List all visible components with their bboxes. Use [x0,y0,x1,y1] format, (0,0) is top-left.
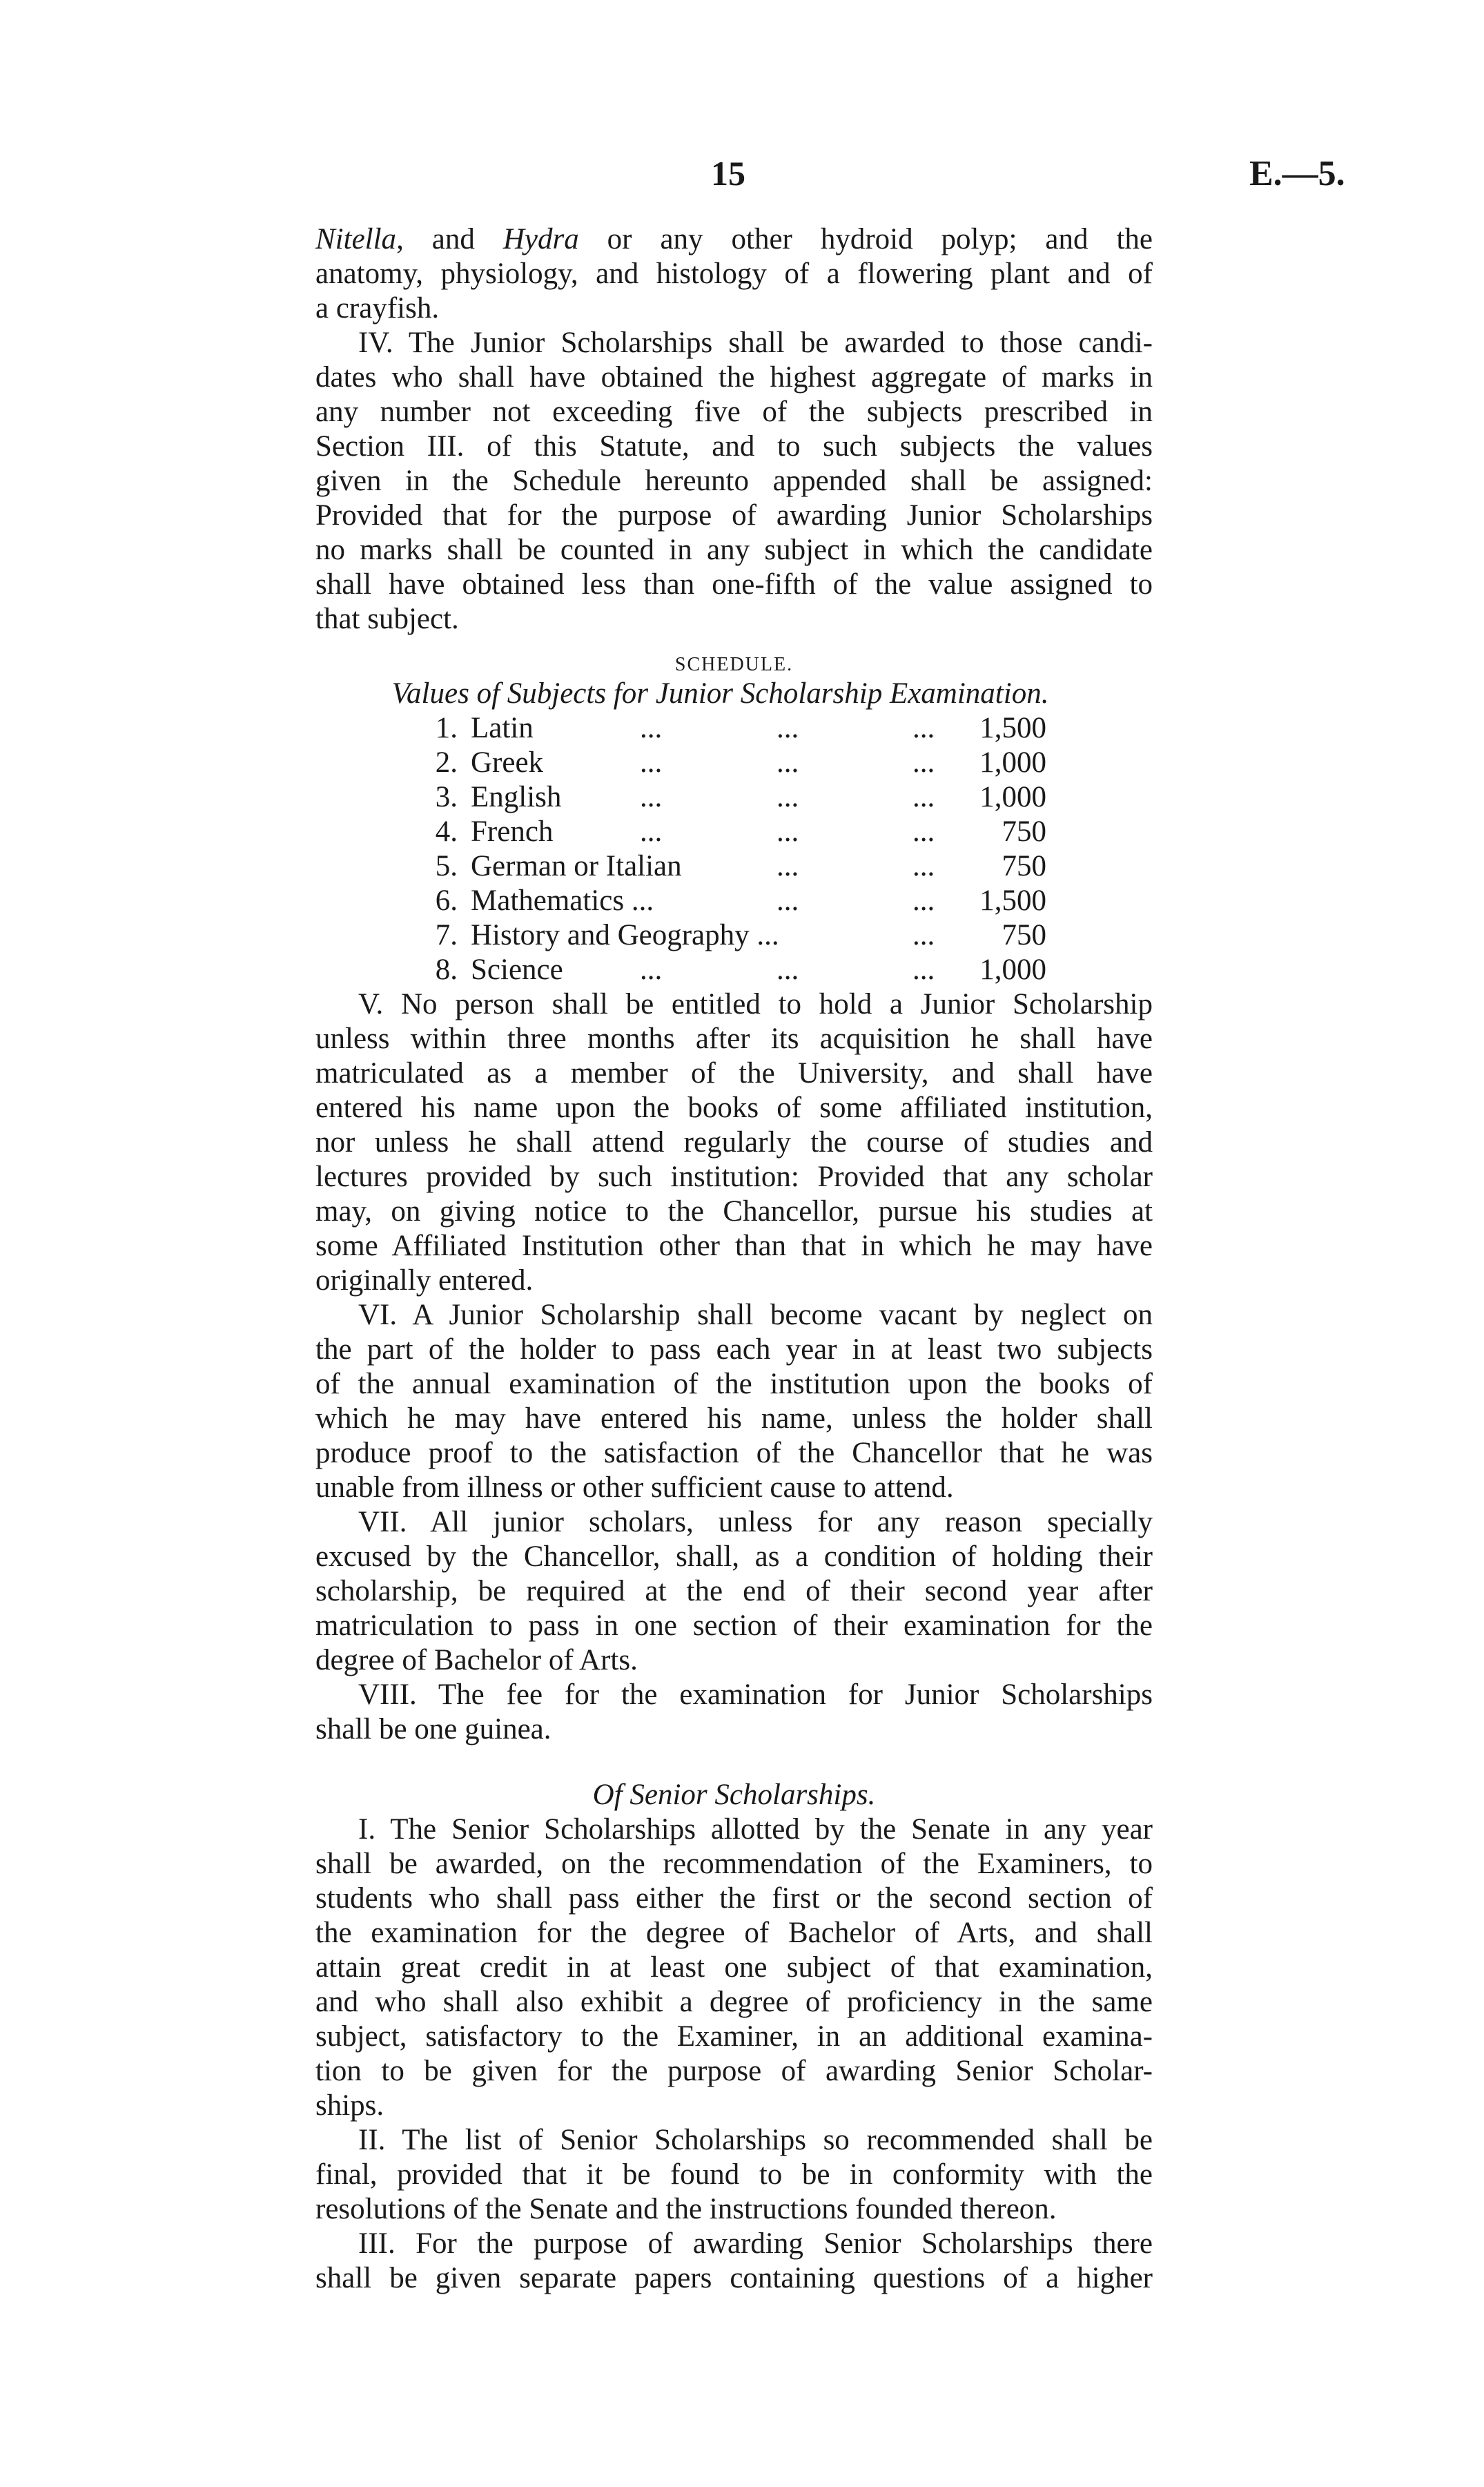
text-line: entered his name upon the books of some affiliated institution, [315,1092,1153,1124]
schedule-subject: History and Geography ... [471,919,779,951]
text-line: the part of the holder to pass each year in at least two subjects [315,1333,1153,1366]
schedule-row [315,746,1153,780]
paragraph-viii [315,1678,1153,1747]
schedule-value: 1,000 [979,954,1046,986]
schedule-subtitle: Values of Subjects for Junior Scholarship Examination. [391,677,1049,710]
leader-dots: ... [777,781,799,813]
text-line: Provided that for the purpose of awarding Junior Scholarships [315,499,1153,532]
text-line: V. No person shall be entitled to hold a Junior Scholarship [358,988,1153,1020]
text-line: scholarship, be required at the end of their second year after [315,1575,1153,1607]
text-line: I. The Senior Scholarships allotted by the Senate in any year [358,1813,1153,1846]
schedule-row-number: 8. [435,954,458,986]
schedule-subject: Greek [471,746,544,779]
schedule-row-number: 5. [435,850,458,882]
text-line: shall have obtained less than one-fifth of the value assigned to [315,568,1153,601]
schedule-value: 750 [1002,815,1046,848]
text-line: ships. [315,2089,384,2122]
leader-dots: ... [777,746,799,779]
schedule-subject: French [471,815,554,848]
text-line: given in the Schedule hereunto appended shall be assigned: [315,465,1153,497]
schedule-row [315,918,1153,953]
leader-dots: ... [912,954,935,986]
text-line: and who shall also exhibit a degree of proficiency in the same [315,1986,1153,2018]
text-line: VII. All junior scholars, unless for any reason specially [358,1506,1153,1538]
text-line: shall be one guinea. [315,1713,551,1745]
text-line: IV. The Junior Scholarships shall be awarded to those candi- [358,327,1153,359]
text-line: shall be given separate papers containing questions of a higher [315,2262,1153,2294]
text-line: matriculated as a member of the University, and shall have [315,1057,1153,1090]
schedule-table [315,711,1153,987]
senior-paragraph-i [315,1812,1153,2123]
leader-dots: ... [640,781,663,813]
text-line: may, on giving notice to the Chancellor, pursue his studies at [315,1195,1153,1228]
schedule-subject: Mathematics ... [471,884,654,917]
leader-dots: ... [777,712,799,744]
leader-dots: ... [640,954,663,986]
schedule-title: SCHEDULE. [674,654,794,675]
schedule-subject: Latin [471,712,534,744]
text-line: Nitella, and Hydra or any other hydroid polyp; and the [315,223,1153,255]
schedule-row [315,849,1153,884]
leader-dots: ... [912,746,935,779]
text-line: matriculation to pass in one section of their examination for the [315,1609,1153,1642]
schedule-value: 1,500 [979,712,1046,744]
schedule-row-number: 7. [435,919,458,951]
schedule-row [315,953,1153,987]
leader-dots: ... [777,850,799,882]
leader-dots: ... [777,815,799,848]
text-line: any number not exceeding five of the subjects prescribed in [315,396,1153,428]
leader-dots: ... [640,712,663,744]
leader-dots: ... [912,712,935,744]
schedule-row-number: 2. [435,746,458,779]
text-line: Section III. of this Statute, and to such subjects the values [315,430,1153,463]
text-line: degree of Bachelor of Arts. [315,1644,638,1676]
text-line: nor unless he shall attend regularly the course of studies and [315,1126,1153,1159]
schedule-value: 1,000 [979,781,1046,813]
text-line: VI. A Junior Scholarship shall become vacant by neglect on [358,1299,1153,1331]
schedule-row [315,815,1153,849]
leader-dots: ... [912,815,935,848]
text-line: which he may have entered his name, unless the holder shall [315,1402,1153,1435]
page-number: 15 [711,154,745,193]
leader-dots: ... [640,815,663,848]
text-line: unless within three months after its acquisition he shall have [315,1023,1153,1055]
schedule-row-number: 1. [435,712,458,744]
text-line: unable from illness or other sufficient cause to attend. [315,1471,954,1504]
text-line: VIII. The fee for the examination for Junior Scholarships [358,1678,1153,1711]
text-line: no marks shall be counted in any subject in which the candidate [315,534,1153,566]
leader-dots: ... [912,781,935,813]
continuation-paragraph [315,222,1153,326]
text-line: excused by the Chancellor, shall, as a condition of holding their [315,1540,1153,1573]
text-line: anatomy, physiology, and histology of a flowering plant and of [315,258,1153,290]
schedule-subject: German or Italian [471,850,682,882]
text-line: produce proof to the satisfaction of the Chancellor that he was [315,1437,1153,1469]
text-line: shall be awarded, on the recommendation of the Examiners, to [315,1848,1153,1880]
senior-paragraph-ii [315,2123,1153,2227]
text-line: final, provided that it be found to be in conformity with the [315,2158,1153,2191]
leader-dots: ... [912,850,935,882]
leader-dots: ... [912,919,935,951]
schedule-row [315,780,1153,815]
text-line: students who shall pass either the first or the second section of [315,1882,1153,1915]
text-line: II. The list of Senior Scholarships so recommended shall be [358,2124,1153,2156]
text-line: that subject. [315,603,459,635]
text-line: the examination for the degree of Bachelor of Arts, and shall [315,1917,1153,1949]
leader-dots: ... [777,884,799,917]
text-line: resolutions of the Senate and the instructions founded thereon. [315,2193,1057,2225]
paragraph-v [315,987,1153,1298]
schedule-row-number: 6. [435,884,458,917]
leader-dots: ... [777,954,799,986]
leader-dots: ... [912,884,935,917]
schedule-row-number: 3. [435,781,458,813]
text-line: tion to be given for the purpose of awarding Senior Scholar- [315,2055,1153,2087]
schedule-value: 750 [1002,919,1046,951]
schedule-row [315,884,1153,918]
text-line: originally entered. [315,1264,534,1297]
text-line: subject, satisfactory to the Examiner, in an additional examina- [315,2020,1153,2053]
text-line: dates who shall have obtained the highest aggregate of marks in [315,361,1153,394]
schedule-subject: Science [471,954,563,986]
schedule-value: 1,000 [979,746,1046,779]
paragraph-vii [315,1505,1153,1678]
schedule-row [315,711,1153,746]
text-line: of the annual examination of the institution upon the books of [315,1368,1153,1400]
text-line: some Affiliated Institution other than that in which he may have [315,1230,1153,1262]
section-heading-senior-scholarships: Of Senior Scholarships. [592,1779,876,1811]
document-body [315,222,1153,2296]
paragraph-vi [315,1298,1153,1505]
senior-paragraph-iii [315,2227,1153,2296]
paragraph-iv [315,326,1153,637]
text-line: a crayfish. [315,292,440,325]
schedule-subject: English [471,781,562,813]
text-line: attain great credit in at least one subject of that examination, [315,1951,1153,1984]
leader-dots: ... [640,746,663,779]
document-reference: E.—5. [1249,154,1345,193]
schedule-value: 750 [1002,850,1046,882]
text-line: lectures provided by such institution: Provided that any scholar [315,1161,1153,1193]
text-line: III. For the purpose of awarding Senior Scholarships there [358,2227,1153,2260]
schedule-value: 1,500 [979,884,1046,917]
schedule-row-number: 4. [435,815,458,848]
